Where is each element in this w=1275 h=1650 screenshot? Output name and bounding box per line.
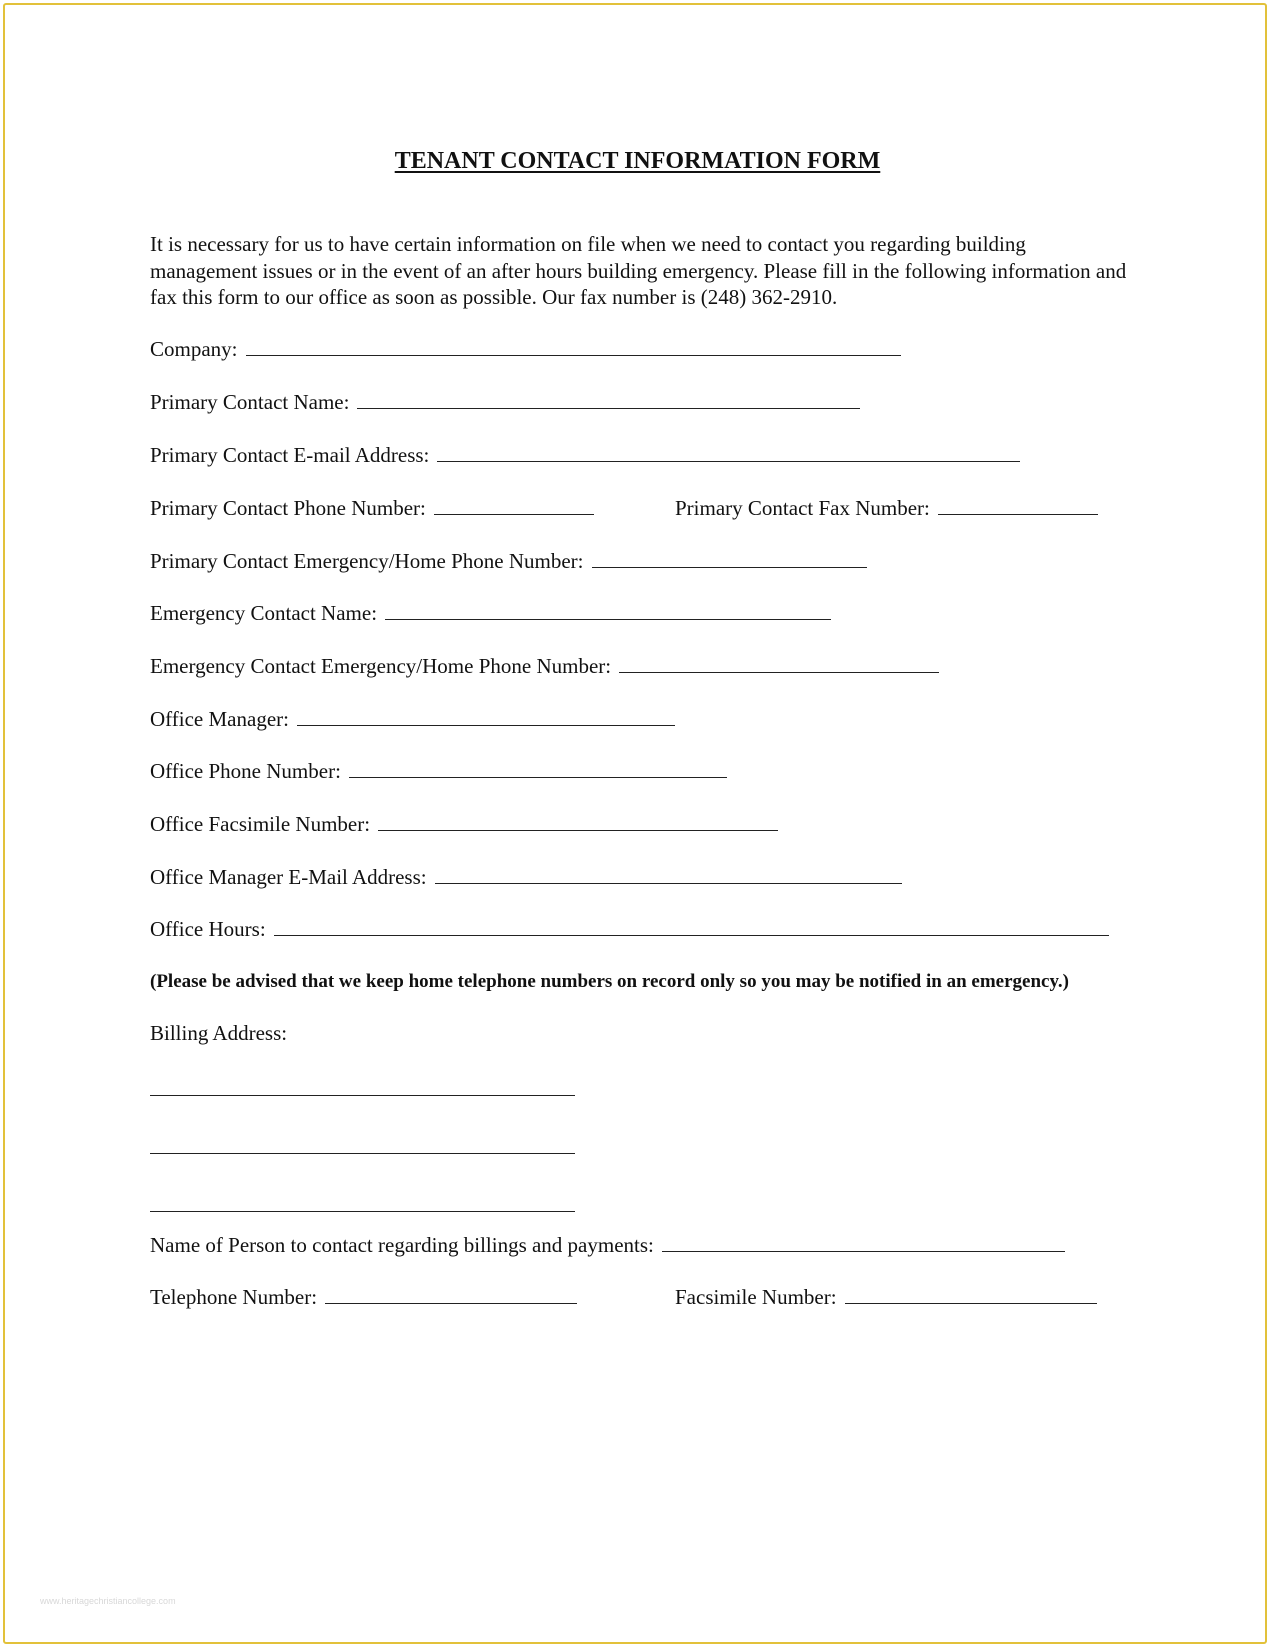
billing-contact-field[interactable] (662, 1233, 1065, 1252)
intro-paragraph: It is necessary for us to have certain information on file when we need to contact you regarding building management issues or in the event of an after hours building emergency. Please fill in the following information and fax this form to our office as soon as possible. Our fax number is (248) 362-2910. (150, 232, 1127, 309)
office-fax-row (150, 811, 778, 837)
billing-address-line-2-row (150, 1135, 575, 1154)
office-hours-field[interactable] (274, 917, 1109, 936)
billing-address-line-3[interactable] (150, 1193, 575, 1212)
primary-contact-name-field[interactable] (357, 390, 860, 409)
telephone-row (150, 1284, 577, 1310)
telephone-label: Telephone Number: (150, 1285, 318, 1309)
emergency-contact-phone-label: Emergency Contact Emergency/Home Phone Number: (150, 654, 612, 678)
billing-address-row (150, 1020, 287, 1046)
primary-contact-emergency-phone-row (150, 548, 867, 574)
primary-contact-fax-label: Primary Contact Fax Number: (675, 496, 930, 520)
billing-address-line-2[interactable] (150, 1135, 575, 1154)
primary-contact-name-row (150, 389, 860, 415)
office-manager-row (150, 706, 675, 732)
form-title: TENANT CONTACT INFORMATION FORM (394, 148, 881, 174)
office-manager-email-field[interactable] (435, 865, 902, 884)
company-field[interactable] (246, 337, 901, 356)
primary-contact-phone-row (150, 495, 594, 521)
emergency-contact-phone-row (150, 653, 939, 679)
emergency-contact-name-row (150, 600, 831, 626)
facsimile-label: Facsimile Number: (675, 1285, 837, 1309)
company-label: Company: (150, 337, 238, 361)
office-manager-email-row (150, 864, 902, 890)
primary-contact-emergency-phone-field[interactable] (592, 549, 867, 568)
office-fax-label: Office Facsimile Number: (150, 812, 371, 836)
billing-address-line-3-row (150, 1193, 575, 1212)
office-manager-label: Office Manager: (150, 707, 289, 731)
primary-contact-fax-field[interactable] (938, 496, 1098, 515)
billing-contact-label: Name of Person to contact regarding billings and payments: (150, 1233, 654, 1257)
home-phone-notice: (Please be advised that we keep home telephone numbers on record only so you may be notified in an emergency.) (150, 971, 1069, 992)
emergency-contact-name-label: Emergency Contact Name: (150, 601, 378, 625)
billing-address-label: Billing Address: (150, 1021, 288, 1045)
office-phone-row (150, 758, 727, 784)
primary-contact-name-label: Primary Contact Name: (150, 390, 350, 414)
office-hours-row (150, 916, 1109, 942)
emergency-contact-name-field[interactable] (385, 601, 831, 620)
office-fax-field[interactable] (378, 812, 778, 831)
facsimile-field[interactable] (845, 1285, 1097, 1304)
company-row (150, 336, 901, 362)
office-manager-email-label: Office Manager E-Mail Address: (150, 865, 427, 889)
primary-contact-phone-label: Primary Contact Phone Number: (150, 496, 426, 520)
facsimile-row (675, 1284, 1097, 1310)
primary-contact-email-row (150, 442, 1020, 468)
primary-contact-phone-field[interactable] (434, 496, 594, 515)
office-phone-field[interactable] (349, 759, 727, 778)
billing-address-line-1-row (150, 1077, 575, 1096)
billing-contact-row (150, 1232, 1065, 1258)
billing-address-line-1[interactable] (150, 1077, 575, 1096)
office-manager-field[interactable] (297, 707, 675, 726)
primary-contact-emergency-phone-label: Primary Contact Emergency/Home Phone Number: (150, 549, 584, 573)
primary-contact-email-field[interactable] (437, 443, 1020, 462)
primary-contact-email-label: Primary Contact E-mail Address: (150, 443, 430, 467)
telephone-field[interactable] (325, 1285, 577, 1304)
office-phone-label: Office Phone Number: (150, 759, 341, 783)
emergency-contact-phone-field[interactable] (619, 654, 939, 673)
primary-contact-fax-row (675, 495, 1098, 521)
office-hours-label: Office Hours: (150, 917, 266, 941)
watermark: www.heritagechristiancollege.com (40, 1596, 176, 1606)
